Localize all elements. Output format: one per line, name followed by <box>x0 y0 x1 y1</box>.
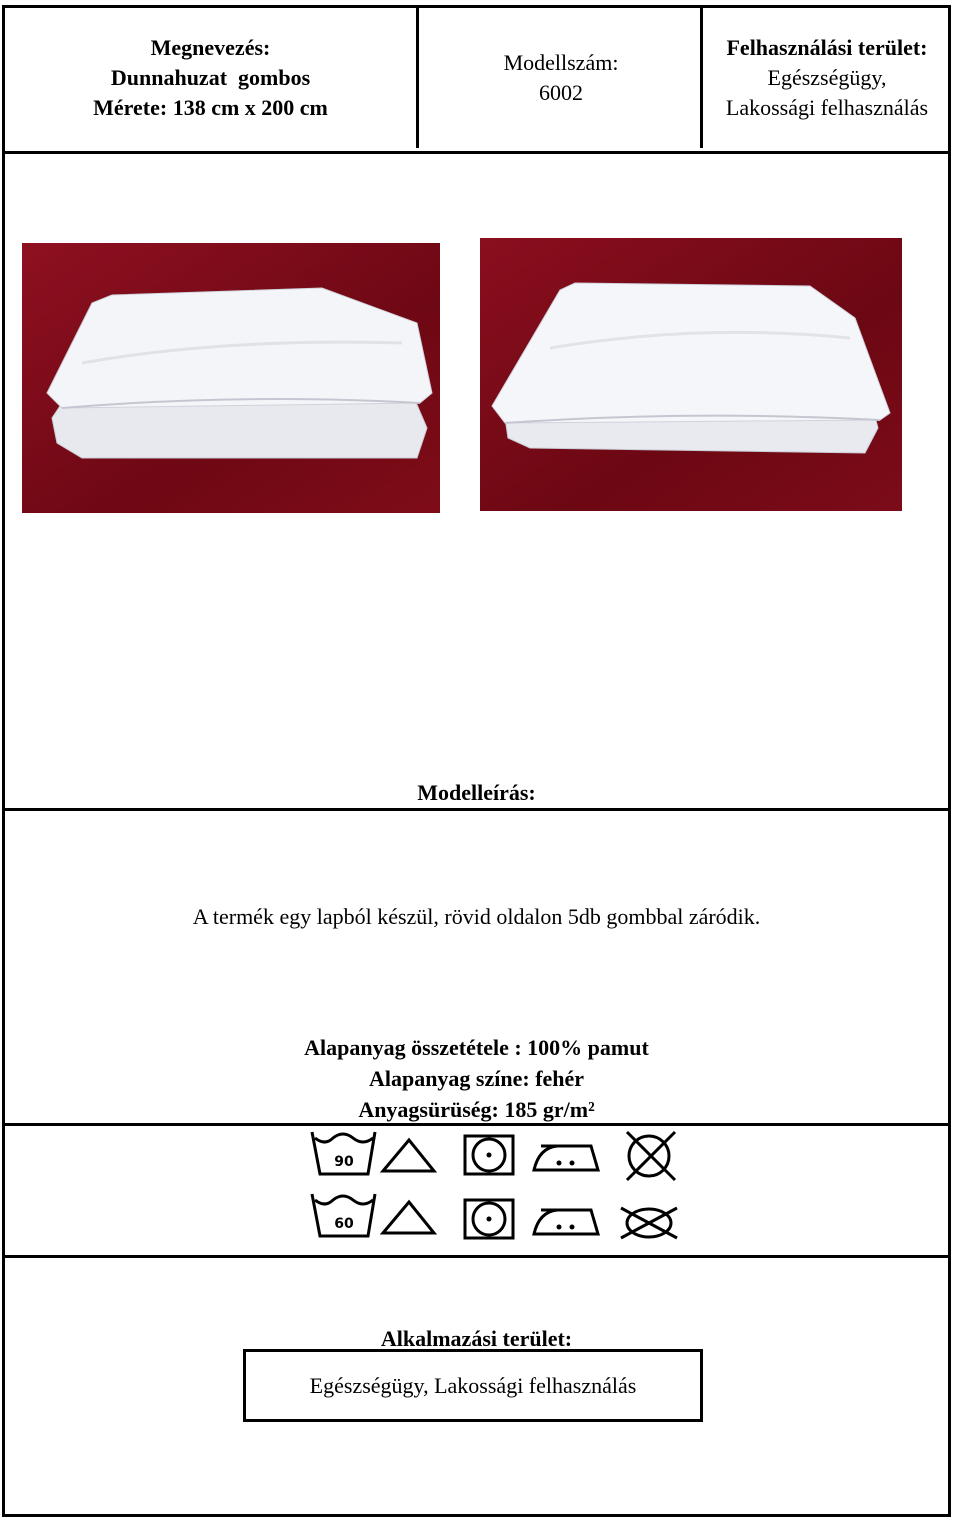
name-value: Dunnahuzat gombos <box>110 65 311 90</box>
care-symbols-row-1 <box>305 1126 685 1186</box>
tumble-dry-icon <box>465 1200 513 1238</box>
usage-line-2: Lakossági felhasználás <box>725 95 929 120</box>
care-symbols-row-2 <box>305 1188 685 1248</box>
name-label: Megnevezés: <box>150 35 271 60</box>
model-label: Modellszám: <box>503 50 619 75</box>
material-color: Alapanyag színe: fehér <box>368 1066 585 1091</box>
usage-label: Felhasználási terület: <box>726 35 928 60</box>
tumble-dry-icon <box>465 1136 513 1174</box>
bleach-triangle-icon <box>383 1140 434 1171</box>
divider-3 <box>5 1255 948 1258</box>
wash-temp-90: 90 <box>334 1154 354 1170</box>
material-composition: Alapanyag összetétele : 100% pamut <box>304 1035 649 1060</box>
material-density: Anyagsürüség: 185 gr/m² <box>358 1097 595 1122</box>
header-table <box>5 8 948 154</box>
datasheet-frame <box>2 5 951 1517</box>
application-area-box <box>243 1349 703 1422</box>
model-value: 6002 <box>539 80 583 105</box>
product-photo-1 <box>22 243 440 513</box>
model-number-cell <box>416 8 703 148</box>
product-name-cell <box>5 8 416 148</box>
iron-two-dots-icon <box>534 1146 598 1170</box>
size-value: Mérete: 138 cm x 200 cm <box>93 95 328 120</box>
model-description-label: Modelleírás: <box>417 780 536 805</box>
application-area-label: Alkalmazási terület: <box>380 1326 573 1351</box>
wash-tub-icon <box>312 1194 375 1236</box>
wash-temp-60: 60 <box>334 1216 354 1232</box>
product-photo-2 <box>480 238 902 511</box>
divider-1 <box>5 808 948 811</box>
application-area-value: Egészségügy, Lakossági felhasználás <box>309 1372 637 1398</box>
no-dry-clean-icon <box>621 1208 677 1238</box>
bleach-triangle-icon <box>383 1202 434 1233</box>
material-info <box>5 1032 948 1125</box>
model-description-text: A termék egy lapból készül, rövid oldalon 5db gombbal záródik. <box>192 904 761 929</box>
iron-two-dots-icon <box>534 1210 598 1234</box>
usage-line-1: Egészségügy, <box>767 65 887 90</box>
no-dry-clean-icon <box>627 1132 675 1180</box>
wash-tub-icon <box>312 1132 375 1174</box>
usage-area-cell <box>700 8 951 148</box>
